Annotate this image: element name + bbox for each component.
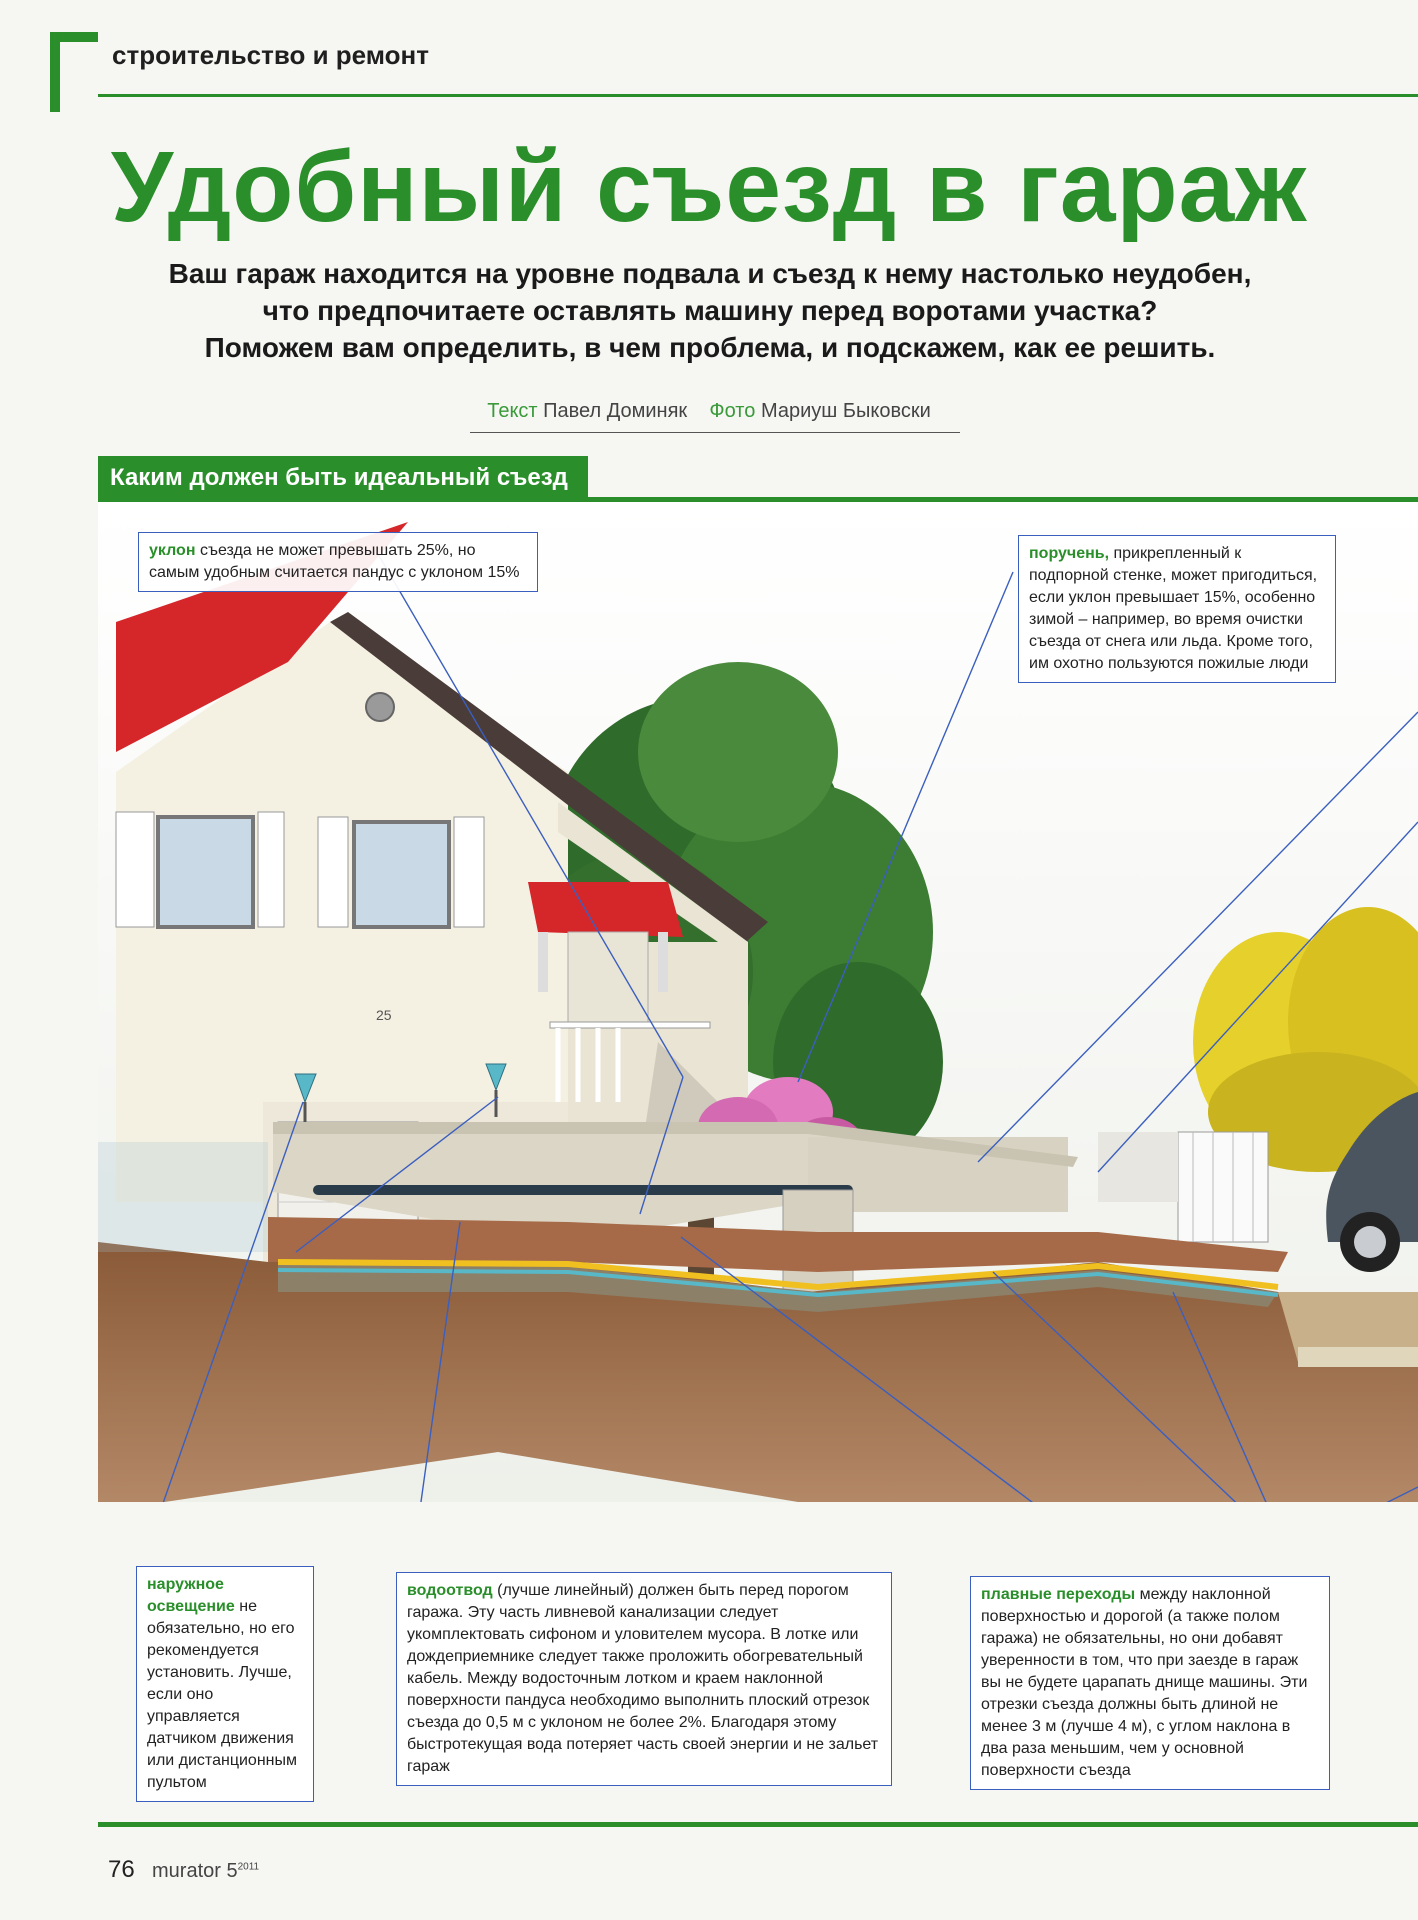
- credits-underline: [470, 432, 960, 433]
- callout-keyword: уклон: [149, 542, 196, 559]
- callout-text: съезда не может превышать 25%, но самым удобным считается пандус с уклоном 15%: [149, 542, 520, 581]
- lead-line: что предпочитаете оставлять машину перед воротами участка?: [262, 295, 1158, 326]
- credits: [0, 400, 1418, 423]
- photo-credit-label: Фото: [709, 400, 756, 422]
- author-name: Павел Доминяк: [543, 400, 688, 422]
- callout-keyword: плавные переходы: [981, 1586, 1136, 1603]
- callout-drainage: [396, 1572, 892, 1786]
- page-title: Удобный съезд в гараж: [110, 131, 1308, 243]
- callout-text: не обязательно, но его рекомендуется установить. Лучше, если оно управляется датчиком движения или дистанционным пультом: [147, 1598, 297, 1791]
- page-number: 76: [108, 1856, 135, 1883]
- callout-lighting: [136, 1566, 314, 1802]
- house-number: 25: [376, 1007, 392, 1023]
- section-label: строительство и ремонт: [112, 40, 429, 70]
- lead-paragraph: [140, 255, 1280, 366]
- subsection-heading: Каким должен быть идеальный съезд: [98, 456, 588, 500]
- photographer-name: Мариуш Быковски: [760, 400, 931, 422]
- bottom-divider: [98, 1822, 1418, 1827]
- top-divider: [98, 94, 1418, 97]
- lead-line: Ваш гараж находится на уровне подвала и съезд к нему настолько неудобен,: [168, 258, 1252, 289]
- callout-slope: [138, 532, 538, 592]
- text-credit-label: Текст: [487, 400, 538, 422]
- callout-transitions: [970, 1576, 1330, 1790]
- callout-keyword: водоотвод: [407, 1582, 493, 1599]
- callout-handrail: [1018, 535, 1336, 683]
- callout-text: между наклонной поверхностью и дорогой (а также полом гаража) не обязательны, но они добавят уверенности в том, что при заезде в гараж вы не будете царапать днище машины. Эти отрезки съезда должны быть длиной не менее 3 м (лучше 4 м), с углом наклона в два раза меньшим, чем у основной поверхности съезда: [981, 1586, 1308, 1779]
- magazine-name: murator $5^{2011}$: [152, 1860, 260, 1882]
- lead-line: Поможем вам определить, в чем проблема, и подскажем, как ее решить.: [204, 332, 1216, 363]
- callout-text: прикрепленный к подпорной стенке, может пригодиться, если уклон превышает 15%, особенно зимой – например, во время очистки съезда от снега или льда. Кроме того, им охотно пользуются пожилые люди: [1029, 545, 1318, 672]
- callout-keyword: поручень,: [1029, 545, 1110, 562]
- callout-keyword: наружное освещение: [147, 1576, 235, 1615]
- callout-text: (лучше линейный) должен быть перед порогом гаража. Эту часть ливневой канализации следует укомплектовать сифоном и уловителем мусора. В лотке или дождеприемнике следует также проложить обогревательный кабель. Между водосточным лотком и краем наклонной поверхности пандуса необходимо выполнить плоский отрезок съезда до 0,5 м с уклоном не более 2%. Благодаря этому быстротекущая вода потеряет часть своей энергии и не зальет гараж: [407, 1582, 879, 1775]
